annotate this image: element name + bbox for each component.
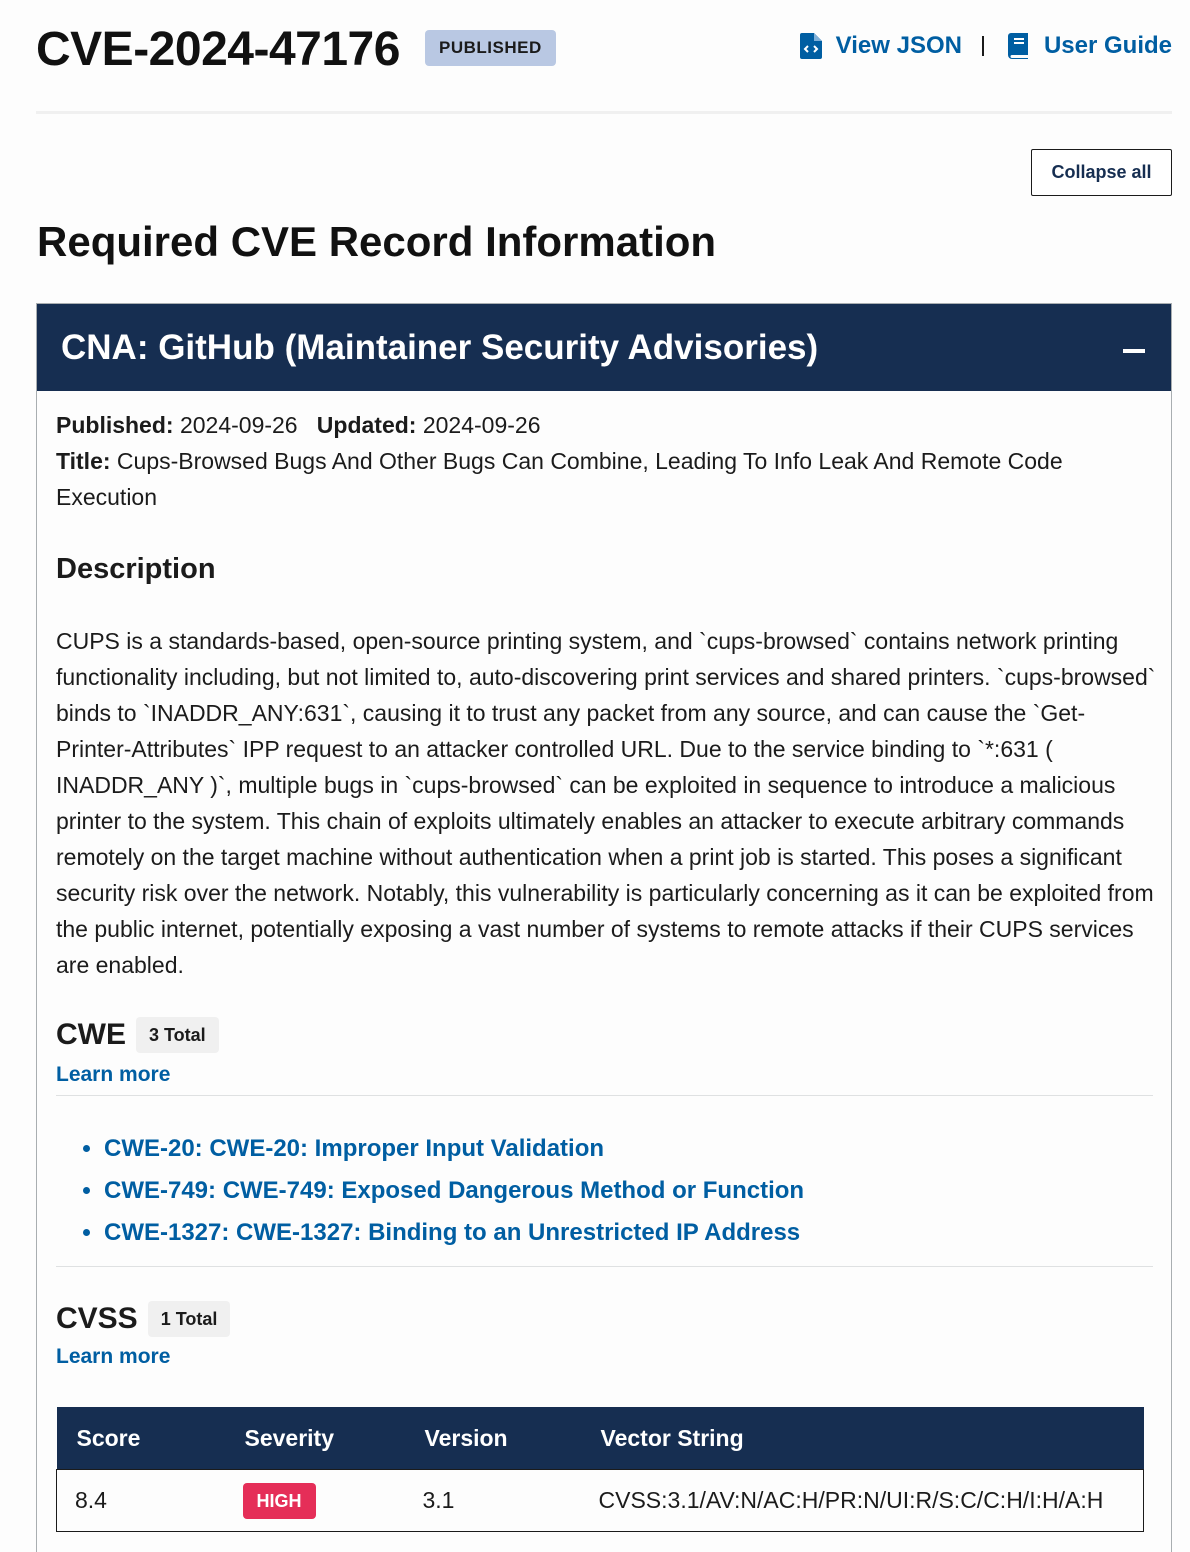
collapse-minus-icon[interactable] (1123, 349, 1145, 353)
table-row (57, 1469, 1144, 1531)
severity-badge: HIGH (243, 1483, 316, 1519)
severity-cell (225, 1469, 405, 1531)
vector-string-cell: CVSS:3.1/AV:N/AC:H/PR:N/UI:R/S:C/C:H/I:H/A:H (581, 1469, 1144, 1531)
header-divider (36, 111, 1172, 114)
cna-card (36, 303, 1172, 1552)
list-item (104, 1212, 1153, 1254)
cvss-heading (56, 1301, 1153, 1337)
updated-date: 2024-09-26 (422, 412, 541, 438)
record-header (36, 18, 1172, 78)
user-guide-label: User Guide (1043, 32, 1172, 59)
cvss-total-badge: 1 Total (148, 1301, 231, 1337)
cvss-label: CVSS (56, 1302, 138, 1335)
table-header-row (57, 1407, 1144, 1469)
cwe-top-rule (56, 1095, 1153, 1096)
cvss-table (56, 1407, 1144, 1532)
view-json-link[interactable] (800, 32, 962, 60)
cwe-learn-more-link[interactable]: Learn more (56, 1063, 171, 1086)
col-severity: Severity (225, 1407, 405, 1469)
updated-label: Updated: (316, 412, 417, 438)
cwe-heading (56, 1017, 1153, 1053)
version-cell: 3.1 (405, 1469, 581, 1531)
section-title: Required CVE Record Information (37, 218, 717, 265)
cna-accordion-header[interactable] (37, 304, 1171, 391)
list-item (104, 1170, 1153, 1212)
cwe-749-link[interactable]: CWE-749: CWE-749: Exposed Dangerous Method or Function (104, 1177, 805, 1204)
published-date: 2024-09-26 (179, 412, 298, 438)
col-version: Version (405, 1407, 581, 1469)
link-divider (982, 36, 984, 56)
cvss-learn-more-link[interactable]: Learn more (56, 1345, 171, 1368)
title-line (56, 443, 1153, 515)
cwe-total-badge: 3 Total (136, 1017, 219, 1053)
cwe-20-link[interactable]: CWE-20: CWE-20: Improper Input Validation (104, 1135, 605, 1162)
cwe-1327-link[interactable]: CWE-1327: CWE-1327: Binding to an Unrestricted IP Address (104, 1219, 801, 1246)
published-label: Published: (56, 412, 174, 438)
cwe-list (56, 1128, 1153, 1254)
cna-body (37, 391, 1171, 1532)
title-label: Title: (56, 448, 111, 474)
book-icon (1008, 33, 1030, 59)
col-score: Score (57, 1407, 225, 1469)
description-heading: Description (56, 553, 216, 585)
score-cell: 8.4 (57, 1469, 225, 1531)
collapse-all-button[interactable]: Collapse all (1031, 149, 1172, 196)
user-guide-link[interactable] (1008, 32, 1172, 60)
json-file-icon (800, 33, 822, 59)
cwe-label: CWE (56, 1018, 126, 1051)
cwe-bottom-rule (56, 1266, 1153, 1267)
view-json-label: View JSON (835, 32, 962, 59)
list-item (104, 1128, 1153, 1170)
description-text: CUPS is a standards-based, open-source printing system, and `cups-browsed` contains network printing functionality including, but not limited to, auto-discovering print services and shared printers. `cups-browsed` binds to `INADDR_ANY:631`, causing it to trust any packet from any source, and can cause the `Get-Printer-Attributes` IPP request to an attacker controlled URL. Due to the service binding to `*:631 ( INADDR_ANY )`, multiple bugs in `cups-browsed` can be exploited in sequence to introduce a malicious printer to the system. This chain of exploits ultimately enables an attacker to execute arbitrary commands remotely on the target machine without authentication when a print job is started. This poses a significant security risk over the network. Notably, this vulnerability is particularly concerning as it can be exploited from the public internet, potentially exposing a vast number of systems to remote attacks if their CUPS services are enabled. (56, 628, 1156, 978)
dates-line (56, 407, 1153, 443)
header-links (800, 32, 1172, 60)
record-title: Cups-Browsed Bugs And Other Bugs Can Combine, Leading To Info Leak And Remote Code Execution (56, 448, 1063, 510)
cna-title: CNA: GitHub (Maintainer Security Advisories) (61, 327, 819, 367)
cve-id-title: CVE-2024-47176 (36, 23, 400, 76)
col-vector-string: Vector String (581, 1407, 1144, 1469)
status-badge: PUBLISHED (425, 30, 556, 66)
